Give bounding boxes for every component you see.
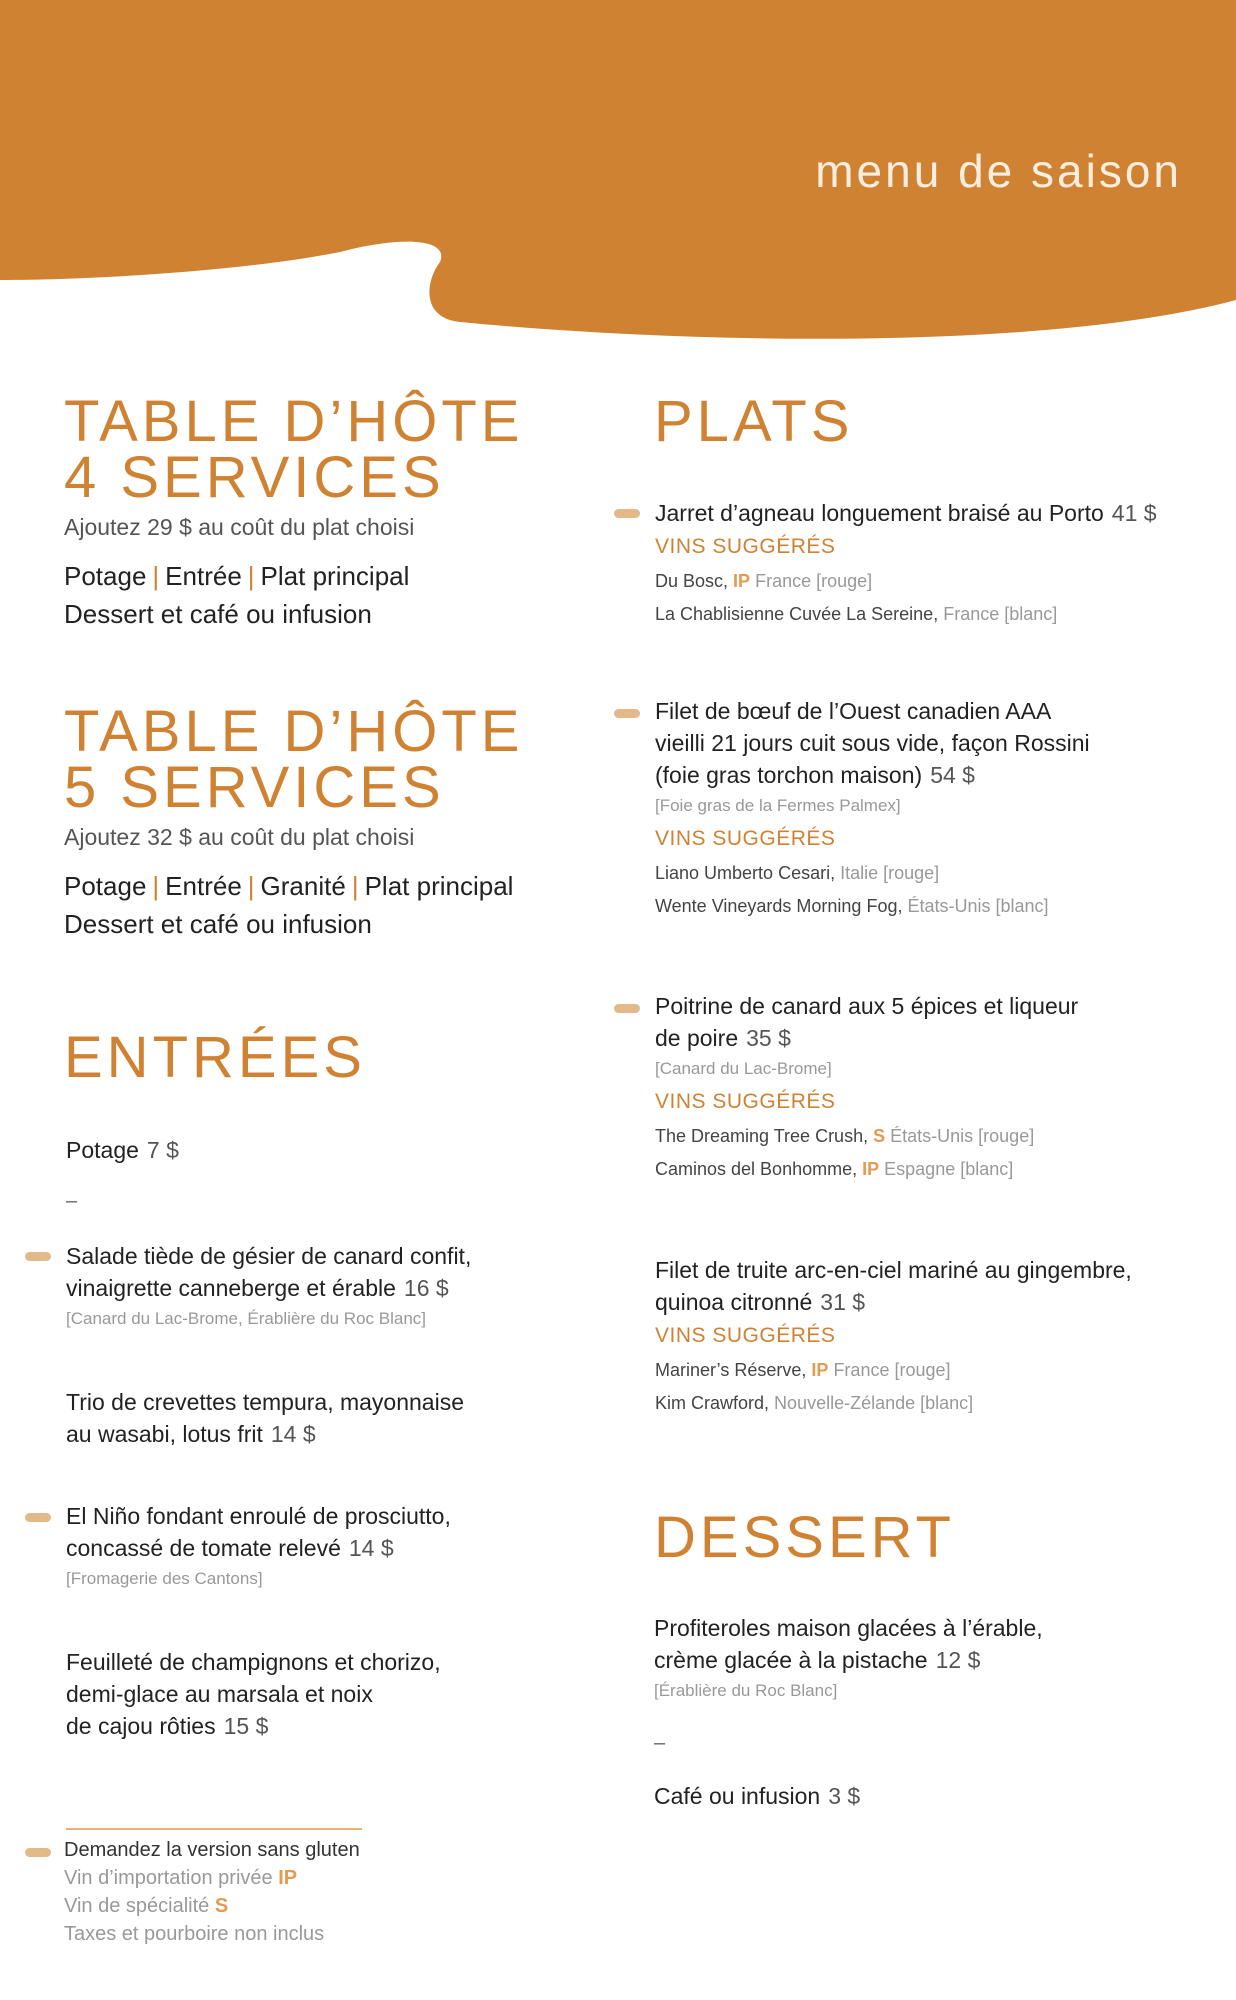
gluten-free-icon (614, 709, 640, 718)
footer-notes: Demandez la version sans gluten Vin d’importation privée IP Vin de spécialité S Taxes et pourboire non inclus (64, 1839, 360, 1945)
plat-item: Jarret d’agneau longuement braisé au Porto 41 $ VINS SUGGÉRÉS Du Bosc, IP France [rouge] La Chablisienne Cuvée La Sereine, France [blanc] (655, 500, 1157, 624)
table-hote-4-subtitle: Ajoutez 29 $ au coût du plat choisi (64, 514, 415, 540)
plat-item: Filet de bœuf de l’Ouest canadien AAA vieilli 21 jours cuit sous vide, façon Rossini (foie gras torchon maison) 54 $ [Foie gras de la Fermes Palmex] VINS SUGGÉRÉS Liano Umberto Cesari, Italie [rouge] Wente Vineyards Morning Fog, États-Unis [blanc] (655, 698, 1090, 916)
gluten-free-icon (25, 1848, 51, 1857)
plat-item: Poitrine de canard aux 5 épices et liqueur de poire 35 $ [Canard du Lac-Brome] VINS SUGGÉRÉS The Dreaming Tree Crush, S États-Unis [rouge] Caminos del Bonhomme, IP Espagne [blanc] (655, 993, 1079, 1179)
entree-item: Potage 7 $ (66, 1137, 179, 1163)
gluten-free-icon (614, 1004, 640, 1013)
table-hote-5-title: TABLE D’HÔTE 5 SERVICES (64, 699, 524, 820)
entrees-title: ENTRÉES (64, 1025, 366, 1090)
plats-title: PLATS (654, 389, 854, 454)
entree-item: Salade tiède de gésier de canard confit, vinaigrette canneberge et érable 16 $ [Canard du Lac-Brome, Érablière du Roc Blanc] (66, 1243, 472, 1328)
entree-item: Trio de crevettes tempura, mayonnaise au wasabi, lotus frit 14 $ (66, 1389, 464, 1447)
plat-item: Filet de truite arc-en-ciel mariné au gingembre, quinoa citronné 31 $ VINS SUGGÉRÉS Mariner’s Réserve, IP France [rouge] Kim Crawford, Nouvelle-Zélande [blanc] (655, 1257, 1132, 1413)
gluten-free-icon (25, 1513, 51, 1522)
footer-divider (66, 1828, 362, 1830)
entree-item: El Niño fondant enroulé de prosciutto, concassé de tomate relevé 14 $ [Fromagerie des Cantons] (66, 1503, 451, 1588)
table-hote-4-courses: Potage | Entrée | Plat principal Dessert et café ou infusion (64, 561, 410, 629)
dessert-dash: – (654, 1732, 666, 1754)
gluten-free-icon (614, 509, 640, 518)
table-hote-5-courses: Potage | Entrée | Granité | Plat principal Dessert et café ou infusion (64, 871, 514, 939)
dessert-item: Café ou infusion 3 $ (654, 1783, 861, 1809)
page-title: menu de saison (815, 145, 1182, 197)
entrees-dash: – (66, 1190, 78, 1212)
table-hote-4-title: TABLE D’HÔTE 4 SERVICES (64, 389, 524, 510)
entree-item: Feuilleté de champignons et chorizo, demi-glace au marsala et noix de cajou rôties 15 $ (66, 1649, 441, 1739)
gluten-free-icon (25, 1252, 51, 1261)
table-hote-5-subtitle: Ajoutez 32 $ au coût du plat choisi (64, 824, 415, 850)
dessert-item: Profiteroles maison glacées à l’érable, crème glacée à la pistache 12 $ [Érablière du Roc Blanc] (654, 1615, 1043, 1700)
dessert-title: DESSERT (654, 1505, 955, 1570)
